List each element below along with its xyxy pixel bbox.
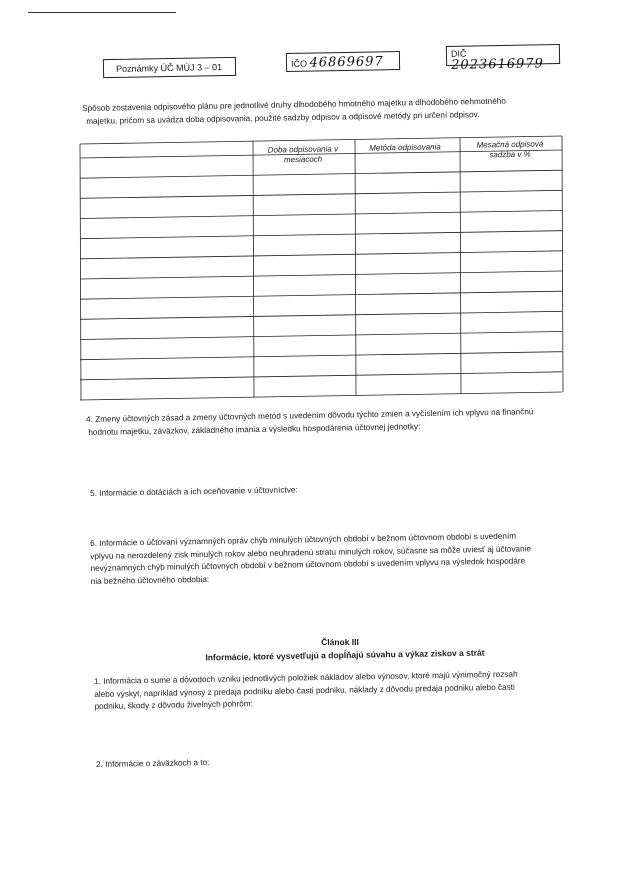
table-column-line <box>562 136 563 392</box>
table-row-line <box>80 392 562 400</box>
table-header-period: Doba odpisovania v mesiacoch <box>267 144 339 165</box>
section3-line-1: Spôsob zostavenia odpisového plánu pre jednotlivé druhy dlhodobého hmotného majetku a dlhodobého nehmotného <box>82 96 506 113</box>
table-row-line <box>80 211 562 219</box>
dic-value: 2023616979 <box>451 56 545 73</box>
section4-line-2: hodnotu majetku, záväzkov, základného imania a výsledku hospodárenia účtovnej jednotky: <box>88 421 421 437</box>
item1-line-3: podniku, škody z dôvodu živelných pohrôm: <box>94 699 253 711</box>
section6-text <box>90 529 581 588</box>
table-row-line <box>80 332 562 340</box>
section6-line-2: vplyvu na nerozdelený zisk minulých rokov alebo neuhradenú stratu minulých rokov, súčasne sa môže uviesť aj účtovanie <box>90 543 532 561</box>
table-row-line <box>80 291 562 299</box>
item2-line: 2. Informácie o záväzkoch a to: <box>96 758 210 769</box>
dic-label: DIČ <box>450 48 467 59</box>
section6-line-3: nevýznamných chýb minulých účtovných období v bežnom účtovnom období s uvedením vplyvu na výsledok hospodáre <box>90 556 526 573</box>
form-label: Poznámky ÚČ MÚJ 3 – 01 <box>115 62 223 74</box>
ico-value: 46869697 <box>309 54 384 71</box>
section3-line-2: majetku, pričom sa uvádza doba odpisovania, použité sadzby odpisov a odpisové metódy pri určení odpisov. <box>86 109 480 126</box>
item1-line-1: 1. Informácia o sume a dôvodoch vzniku jednotlivých položiek nákladov alebo výnosov, ktoré majú výnimočný rozsah <box>94 669 518 686</box>
table-row-line <box>80 231 562 239</box>
table-header-rate: Mesačná odpisová sadzba v % <box>476 139 544 160</box>
table-row-line <box>80 311 562 319</box>
section5-line: 5. Informácie o dotáciách a ich oceňovanie v účtovníctve: <box>90 485 298 498</box>
table-column-line <box>460 138 461 394</box>
table-header-method: Metóda odpisovania <box>369 142 441 153</box>
table-row-line <box>80 372 562 380</box>
table-column-line <box>355 139 356 395</box>
table-column-line <box>253 141 254 397</box>
section6-line-1: 6. Informácie o účtovaní významných opráv chýb minulých účtovných období v bežnom účtovnom období s uvedením <box>90 531 517 548</box>
table-row-line <box>80 271 562 279</box>
item1-line-2: alebo výskyt, napríklad výnosy z predaja podniku alebo časti podniku, náklady z dôvodu predaja podniku alebo časti <box>94 682 515 699</box>
table-row-line <box>80 170 562 178</box>
table-row-line <box>80 352 562 360</box>
section4-line-1: 4. Zmeny účtovných zásad a zmeny účtovných metód s uvedením dôvodu týchto zmien a vyčíslením ich vplyvu na finančnú <box>86 407 534 424</box>
article3-subtitle: Informácie, ktoré vysvetľujú a dopĺňajú súvahu a výkaz ziskov a strát <box>205 647 485 663</box>
section6-line-4: nia bežného účtovného obdobia: <box>90 574 210 586</box>
table-column-line <box>80 144 81 400</box>
ico-label: IČO <box>290 58 308 69</box>
table-row-line <box>80 190 562 198</box>
article3-title: Článok III <box>321 637 359 647</box>
table-row-line <box>80 251 562 259</box>
